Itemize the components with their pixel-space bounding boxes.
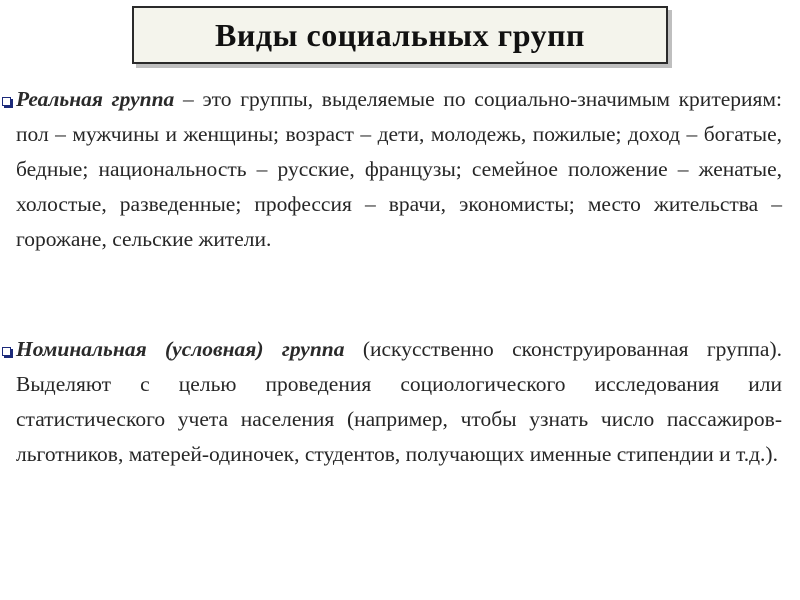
title-banner [132,6,668,64]
definition-real-group: – это группы, выделяемые по социально-значимым критериям: пол – мужчины и женщины; возраст – дети, молодежь, пожилые; доход – богатые, бедные; национальность – русские, французы; семейное положение – женатые, холостые, разведенные; профессия – врачи, экономисты; место жительства – горожане, сельские жители. [16,87,782,251]
paragraph-real-group [16,82,782,257]
term-real-group: Реальная группа [16,87,175,111]
term-nominal-group: Номинальная (условная) группа [16,337,345,361]
definition-nominal-group: (искусственно сконструированная группа). Выделяют с целью проведения социологического исследования или статистического учета населения (например, чтобы узнать число пассажиров-льготников, матерей-одиночек, студентов, получающих именные стипендии и т.д.). [16,337,782,466]
paragraph-nominal-group [16,332,782,472]
square-bullet-icon [2,97,11,106]
square-bullet-icon [2,347,11,356]
slide-title: Виды социальных групп [215,16,585,53]
